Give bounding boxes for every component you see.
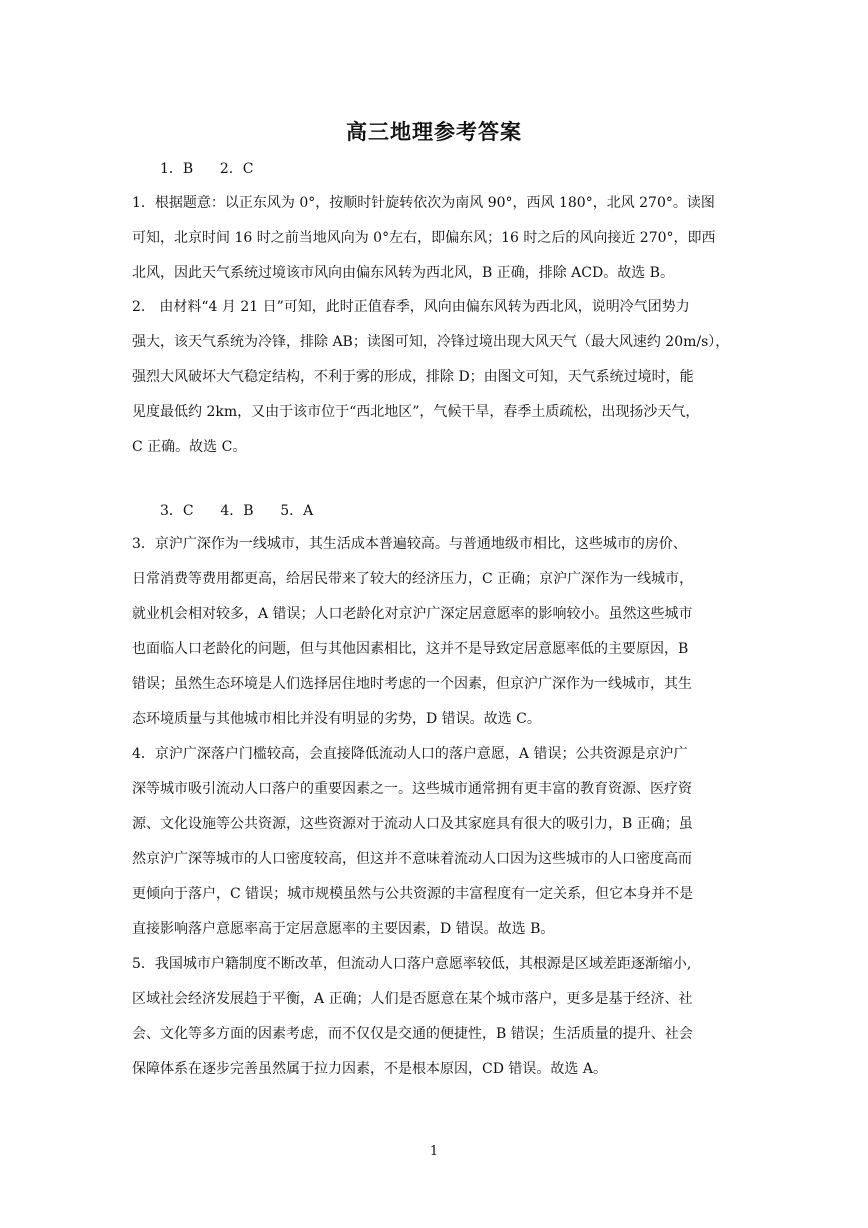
text-line: 态环境质量与其他城市相比并没有明显的劣势，D 错误。故选 C。 xyxy=(132,711,541,727)
page-title: 高三地理参考答案 xyxy=(346,119,522,144)
explanation-q3 xyxy=(132,527,742,737)
text-line: 北风，因此天气系统过境该市风向由偏东风转为西北风，B 正确，排除 ACD。故选 B。 xyxy=(132,265,674,281)
text-line: 错误；虽然生态环境是人们选择居住地时考虑的一个因素，但京沪广深作为一线城市，其生 xyxy=(132,676,692,692)
text-line: 3．京沪广深作为一线城市，其生活成本普遍较高。与普通地级市相比，这些城市的房价、 xyxy=(132,536,687,552)
text-line: 更倾向于落户，C 错误；城市规模虽然与公共资源的丰富程度有一定关系，但它本身并不是 xyxy=(132,886,694,902)
text-line: C 正确。故选 C。 xyxy=(132,439,247,455)
text-line: 强大，该天气系统为冷锋，排除 AB；读图可知，冷锋过境出现大风天气（最大风速约 20m/s）， xyxy=(132,334,730,350)
text-line: 见度最低约 2km，又由于该市位于“西北地区”，气候干旱，春季土质疏松，出现扬沙天气， xyxy=(132,404,700,420)
text-line: 也面临人口老龄化的问题，但与其他因素相比，这并不是导致定居意愿率低的主要原因，B xyxy=(132,641,689,657)
text-line: 1．根据题意：以正东风为 0°，按顺时针旋转依次为南风 90°，西风 180°，北风 270°。读图 xyxy=(132,195,715,211)
answer-key-q3-q5: 3．C 4．B 5．A xyxy=(160,503,314,519)
page-number: 1 xyxy=(429,1144,439,1159)
explanation-q4 xyxy=(132,737,742,947)
explanation-q1 xyxy=(132,186,742,291)
text-line: 然京沪广深等城市的人口密度较高，但这并不意味着流动人口因为这些城市的人口密度高而 xyxy=(132,851,692,867)
explanation-q2 xyxy=(132,290,742,465)
text-line: 5．我国城市户籍制度不断改革，但流动人口落户意愿率较低，其根源是区域差距逐渐缩小, xyxy=(132,956,692,972)
answer-key-q1-q2: 1．B 2．C xyxy=(160,161,254,177)
text-line: 保障体系在逐步完善虽然属于拉力因素，不是根本原因，CD 错误。故选 A。 xyxy=(132,1061,607,1077)
text-line: 会、文化等多方面的因素考虑，而不仅仅是交通的便捷性，B 错误；生活质量的提升、社会 xyxy=(132,1026,693,1042)
text-line: 2. 由材料“4 月 21 日”可知，此时正值春季，风向由偏东风转为西北风，说明冷气团势力 xyxy=(132,299,690,315)
text-line: 4．京沪广深落户门槛较高，会直接降低流动人口的落户意愿，A 错误；公共资源是京沪广 xyxy=(132,746,688,762)
explanation-q5 xyxy=(132,947,742,1087)
text-line: 深等城市吸引流动人口落户的重要因素之一。这些城市通常拥有更丰富的教育资源、医疗资 xyxy=(132,781,692,797)
text-line: 就业机会相对较多，A 错误；人口老龄化对京沪广深定居意愿率的影响较小。虽然这些城市 xyxy=(132,606,693,622)
text-line: 直接影响落户意愿率高于定居意愿率的主要因素，D 错误。故选 B。 xyxy=(132,921,555,937)
text-line: 源、文化设施等公共资源，这些资源对于流动人口及其家庭具有很大的吸引力，B 正确；虽 xyxy=(132,816,693,832)
text-line: 可知，北京时间 16 时之前当地风向为 0°左右，即偏东风；16 时之后的风向接近 270°，即西 xyxy=(132,230,716,246)
text-line: 区域社会经济发展趋于平衡，A 正确；人们是否愿意在某个城市落户，更多是基于经济、社 xyxy=(132,991,693,1007)
text-line: 日常消费等费用都更高，给居民带来了较大的经济压力，C 正确；京沪广深作为一线城市， xyxy=(132,571,694,587)
text-line: 强烈大风破坏大气稳定结构，不利于雾的形成，排除 D；由图文可知，天气系统过境时，能 xyxy=(132,369,694,385)
